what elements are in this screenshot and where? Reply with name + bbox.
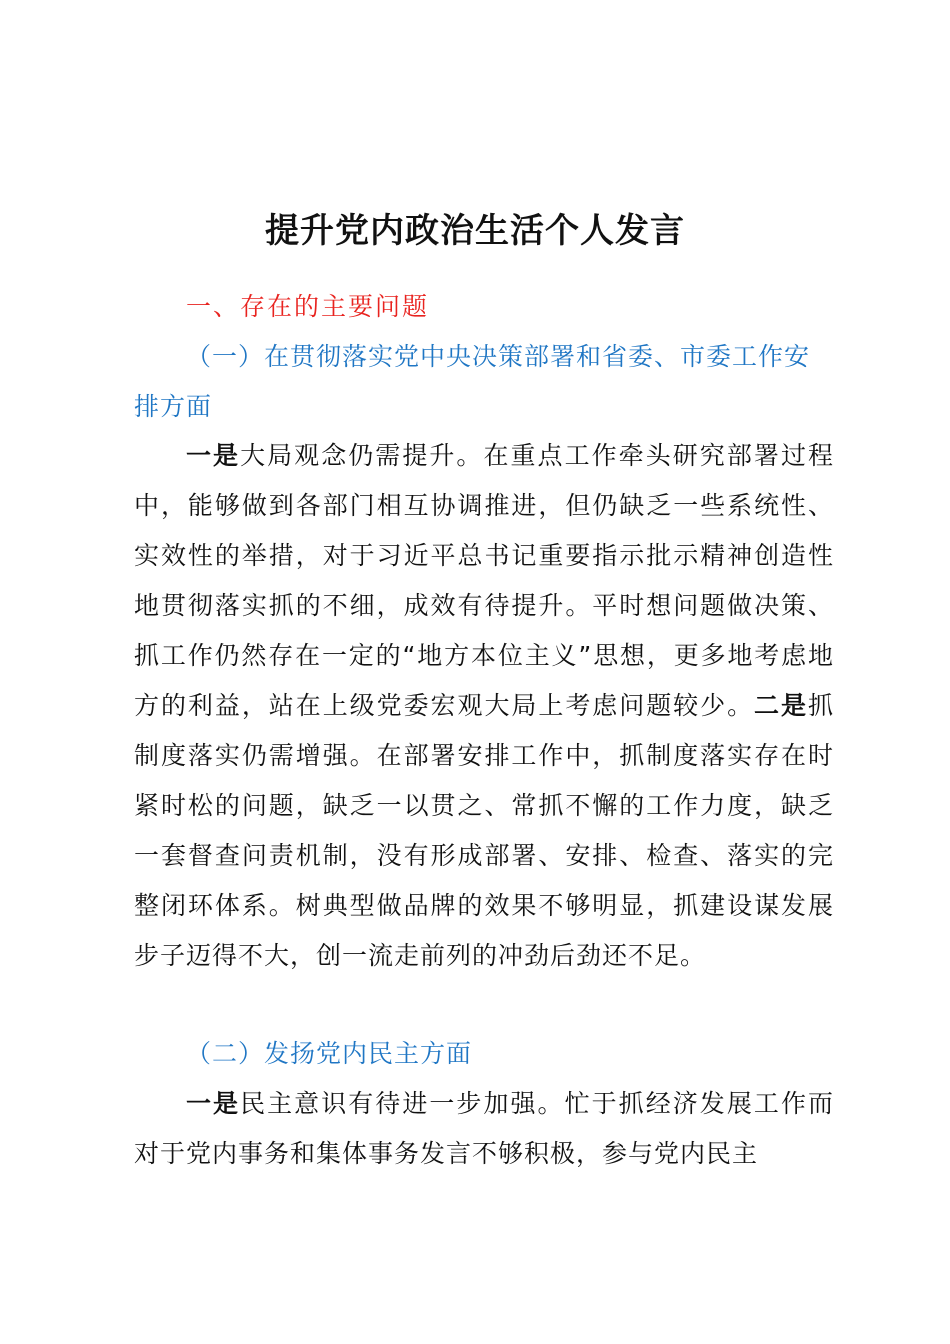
bold-lead-text: 一是 [186, 1089, 241, 1118]
body-paragraph [134, 431, 834, 981]
paragraph-text: 抓制度落实仍需增强。在部署安排工作中，抓制度落实存在时紧时松的问题，缺乏一以贯之、常抓不懈的工作力度，缺乏一套督查问责机制，没有形成部署、安排、检查、落实的完整闭环体系。树典型做品牌的效果不够明显，抓建设谋发展步子迈得不大，创一流走前列的冲劲后劲还不足。 [134, 691, 834, 970]
paragraph-text: 民主意识有待进一步加强。忙于抓经济发展工作而对于党内事务和集体事务发言不够积极，参与党内民主 [134, 1089, 834, 1168]
bold-lead-text: 二是 [754, 691, 808, 720]
body-paragraph [134, 1079, 834, 1179]
document-title: 提升党内政治生活个人发言 [265, 211, 685, 251]
paragraph-text: 大局观念仍需提升。在重点工作牵头研究部署过程中，能够做到各部门相互协调推进，但仍缺乏一些系统性、实效性的举措，对于习近平总书记重要指示批示精神创造性地贯彻落实抓的不细，成效有待提升。平时想问题做决策、抓工作仍然存在一定的“地方本位主义”思想，更多地考虑地方的利益，站在上级党委宏观大局上考虑问题较少。 [134, 441, 834, 720]
subsection-heading: （一）在贯彻落实党中央决策部署和省委、市委工作安排方面 [134, 342, 811, 421]
section-heading: 一、存在的主要问题 [186, 292, 430, 321]
bold-lead-text: 一是 [186, 441, 241, 470]
subsection-heading: （二）发扬党内民主方面 [186, 1039, 473, 1068]
